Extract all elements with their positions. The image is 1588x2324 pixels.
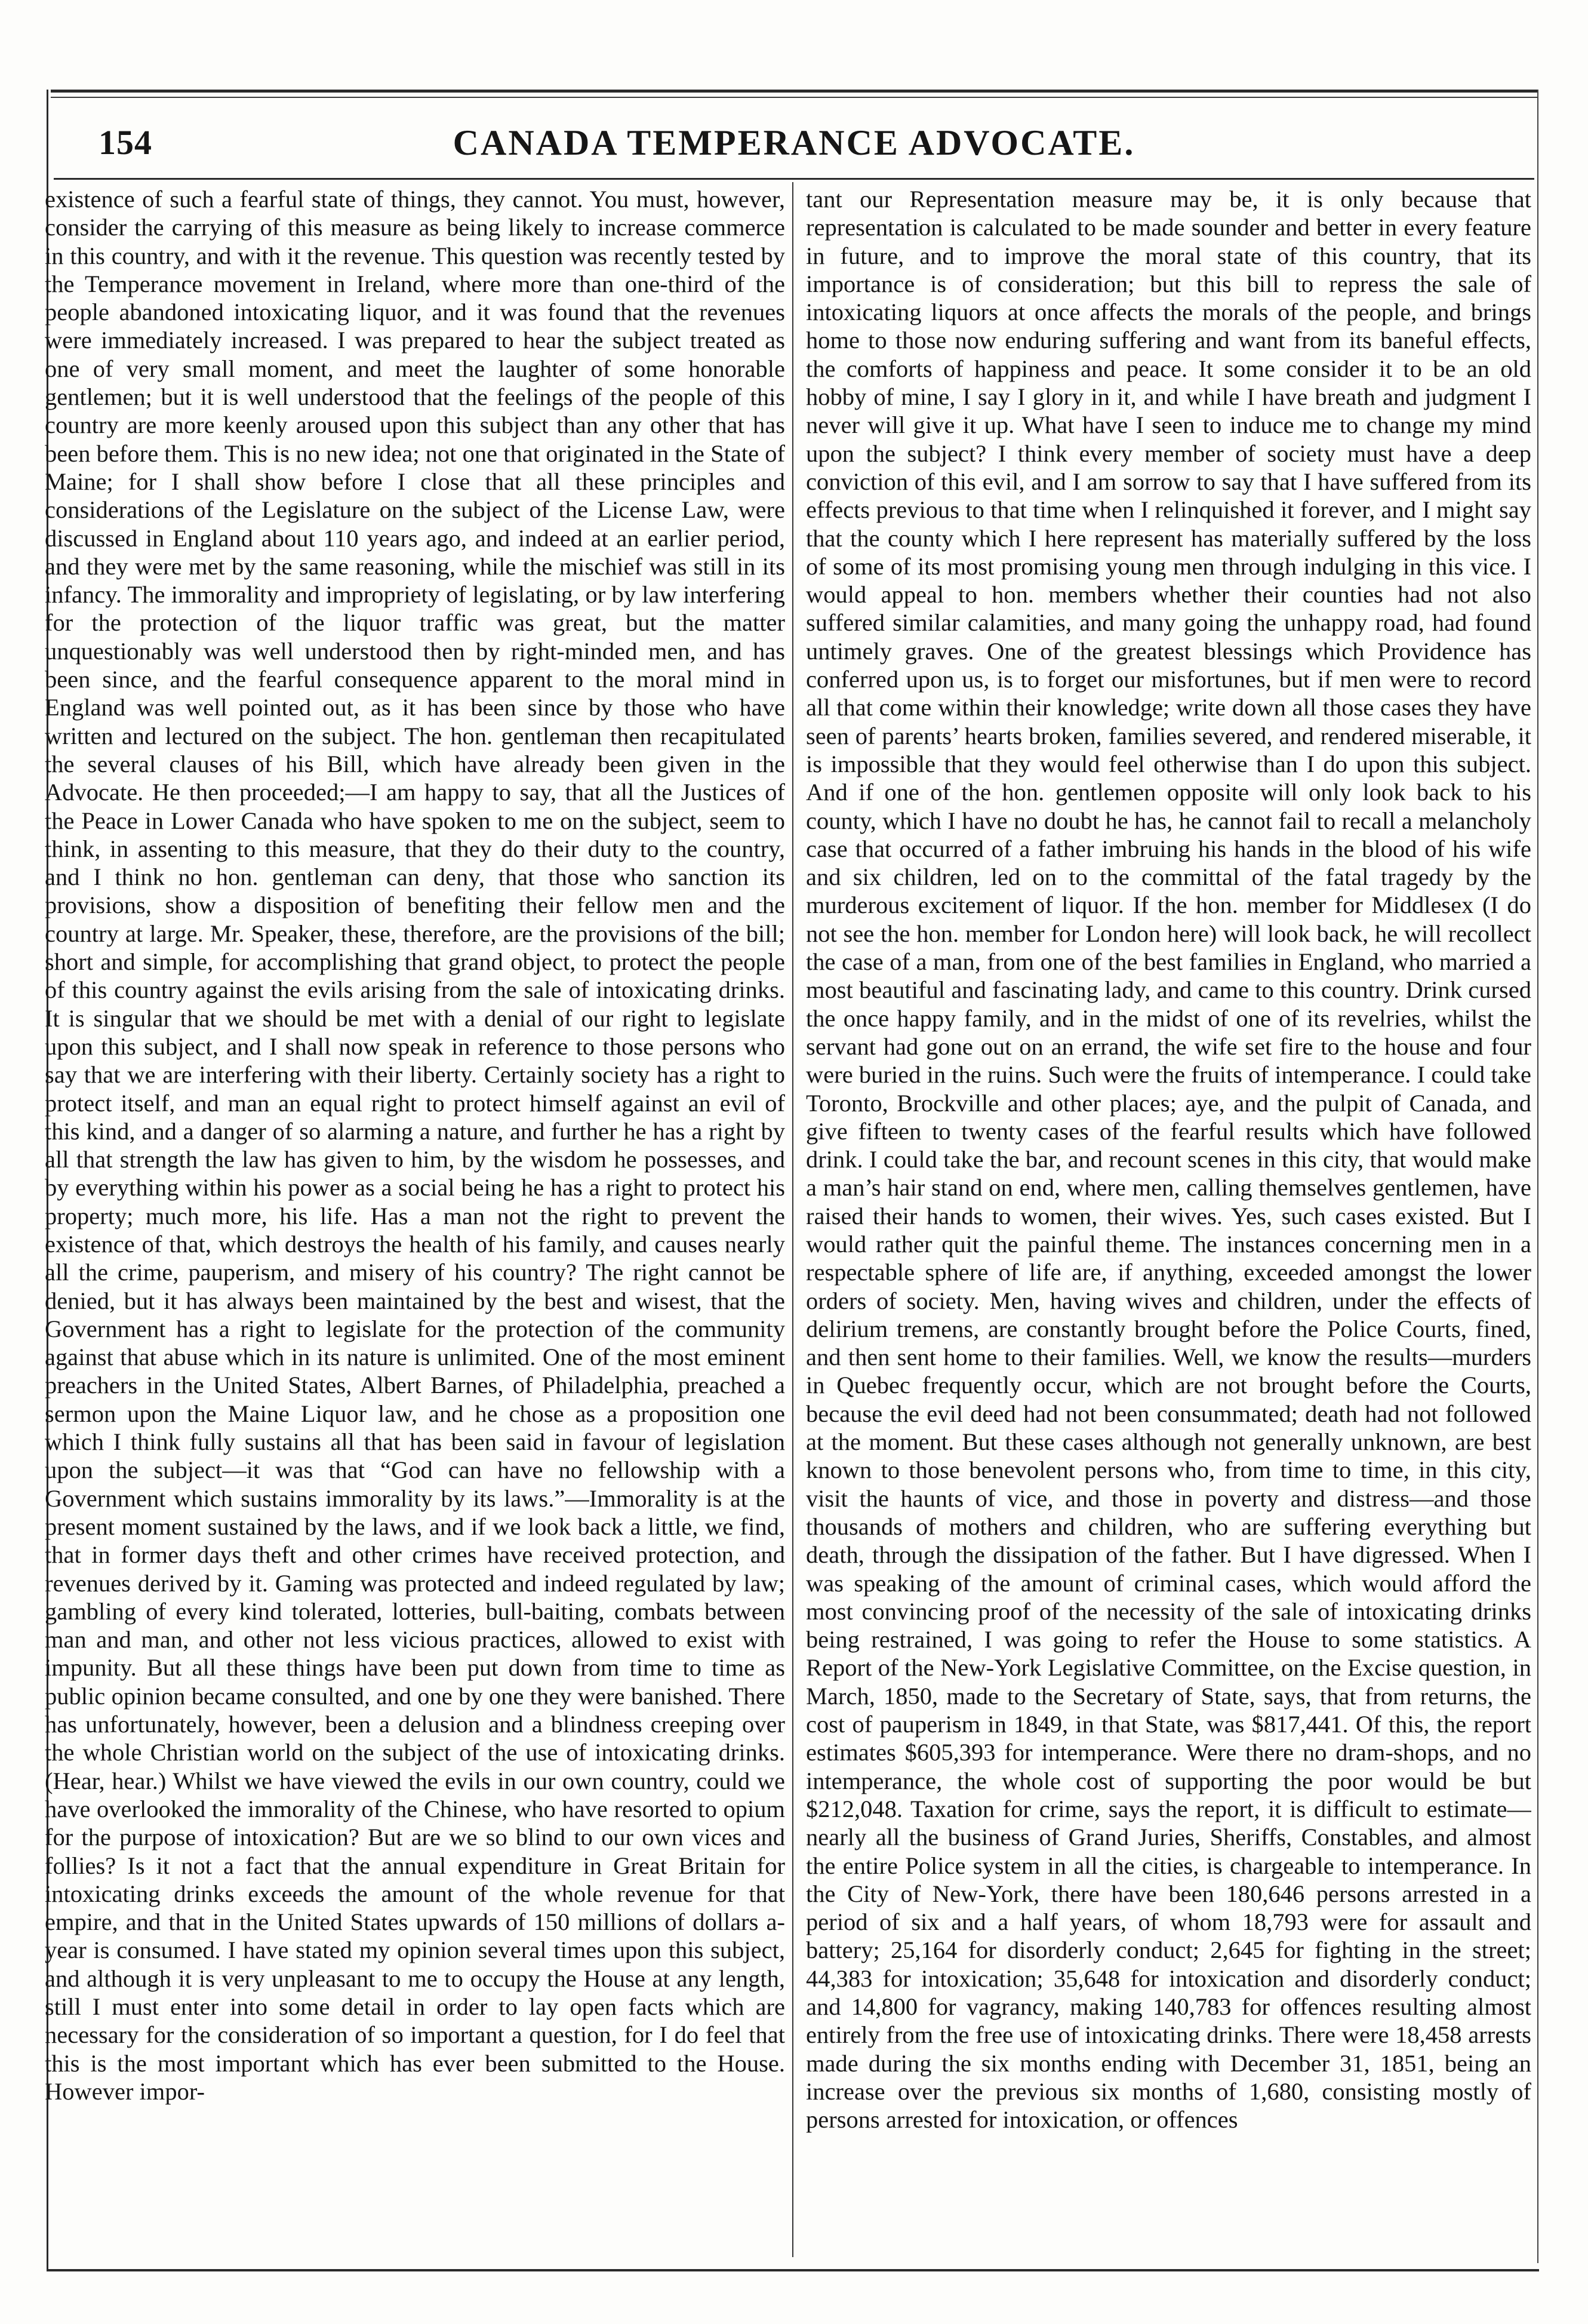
column-divider [792, 182, 793, 2257]
top-border-rule [51, 90, 1537, 93]
right-border-rule [1537, 90, 1538, 2263]
page-header [57, 122, 1531, 176]
top-border-rule-inner [51, 97, 1537, 98]
left-column-text: existence of such a fearful state of things, they cannot. You must, however, consider the carrying of this measure as being likely to increase commerce in this country, and with it the revenue. This question was recently tested by the Temperance movement in Ireland, where more than one-third of the people abandoned intoxicating liquor, and it was found that the revenues were immediately increased. I was prepared to hear the subject treated as one of very small moment, and meet the laughter of some honorable gentlemen; but it is well understood that the feelings of the people of this country are more keenly aroused upon this subject than any other that has been before them. This is no new idea; not one that originated in the State of Maine; for I shall show before I close that all these principles and considerations of the Legislature on the subject of the License Law, were discussed in England about 110 years ago, and indeed at an earlier period, and they were met by the same reasoning, while the mischief was still in its infancy. The immorality and impropriety of legislating, or by law interfering for the protection of the liquor traffic was great, but the matter unquestionably was well understood then by right-minded men, and has been since, and the fearful consequence apparent to the moral mind in England was well pointed out, as it has been since by those who have written and lectured on the subject. The hon. gentleman then recapitulated the several clauses of his Bill, which have already been given in the Advocate. He then proceeded;—I am happy to say, that all the Justices of the Peace in Lower Canada who have spoken to me on the subject, seem to think, in assenting to this measure, that they do their duty to the country, and I think no hon. gentleman can deny, that those who sanction its provisions, show a disposition of benefiting their fellow men and the country at large. Mr. Speaker, these, therefore, are the provisions of the bill; short and simple, for accomplishing that grand object, to protect the people of this country against the evils arising from the sale of intoxicating drinks. It is singular that we should be met with a denial of our right to legislate upon this subject, and I shall now speak in reference to those persons who say that we are interfering with their liberty. Certainly society has a right to protect itself, and man an equal right to protect himself against an evil of this kind, and a danger of so alarming a nature, and further he has a right by all that strength the law has given to him, by the wisdom he possesses, and by everything within his power as a social being he has a right to protect his property; much more, his life. Has a man not the right to prevent the existence of that, which destroys the health of his family, and causes nearly all the crime, pauperism, and misery of his country? The right cannot be denied, but it has always been maintained by the best and wisest, that the Government has a right to legislate for the protection of the community against that abuse which in its nature is unlimited. One of the most eminent preachers in the United States, Albert Barnes, of Philadelphia, preached a sermon upon the Maine Liquor law, and he chose as a proposition one which I think fully sustains all that has been said in favour of legislation upon the subject—it was that “God can have no fellowship with a Government which sustains immorality by its laws.”—Immorality is at the present moment sustained by the laws, and if we look back a little, we find, that in former days theft and other crimes have received protection, and revenues derived by it. Gaming was protected and indeed regulated by law; gambling of every kind tolerated, lotteries, bull-baiting, combats between man and man, and other not less vicious practices, allowed to exist with impunity. But all these things have been put down from time to time as public opinion became consulted, and one by one they were banished. There has unfortunately, however, been a delusion and a blindness creeping over the whole Christian world on the subject of the use of intoxicating drinks. (Hear, hear.) Whilst we have viewed the evils in our own country, could we have overlooked the immorality of the Chinese, who have resorted to opium for the purpose of intoxication? But are we so blind to our own vices and follies? Is it not a fact that the annual expenditure in Great Britain for intoxicating drinks exceeds the amount of the whole revenue for that empire, and that in the United States upwards of 150 millions of dollars a-year is consumed. I have stated my opinion several times upon this subject, and although it is very unpleasant to me to occupy the House at any length, still I must enter into some detail in order to lay open facts which are necessary for the consideration of so important a question, for I do feel that this is the most important which has ever been submitted to the House. However impor- [45, 186, 785, 2105]
page-number: 154 [99, 123, 152, 162]
left-column [45, 185, 785, 2257]
masthead-title: CANADA TEMPERANCE ADVOCATE. [453, 123, 1135, 162]
header-rule [54, 178, 1534, 180]
right-column-text: tant our Representation measure may be, it is only because that representation is calculated to be made sounder and better in every feature in future, and to improve the moral state of this country, that its importance is of consideration; but this bill to repress the sale of intoxicating liquors at once affects the morals of the people, and brings home to those now enduring suffering and want from its baneful effects, the comforts of happiness and peace. It some consider it to be an old hobby of mine, I say I glory in it, and while I have breath and judgment I never will give it up. What have I seen to induce me to change my mind upon the subject? I think every member of society must have a deep conviction of this evil, and I am sorrow to say that I have suffered from its effects previous to that time when I relinquished it forever, and I might say that the county which I here represent has materially suffered by the loss of some of its most promising young men through indulging in this vice. I would appeal to hon. members whether their counties had not also suffered similar calamities, and many going the unhappy road, had found untimely graves. One of the greatest blessings which Providence has conferred upon us, is to forget our misfortunes, but if men were to record all that come within their knowledge; write down all those cases they have seen of parents’ hearts broken, families severed, and rendered miserable, it is impossible that they would feel otherwise than I do upon this subject. And if one of the hon. gentlemen opposite will only look back to his county, which I have no doubt he has, he cannot fail to recall a melancholy case that occurred of a father imbruing his hands in the blood of his wife and six children, led on to the committal of the fatal tragedy by the murderous excitement of liquor. If the hon. member for Middlesex (I do not see the hon. member for London here) will look back, he will recollect the case of a man, from one of the best families in England, who married a most beautiful and fascinating lady, and came to this country. Drink cursed the once happy family, and in the midst of one of its revelries, whilst the servant had gone out on an errand, the wife set fire to the house and four were buried in the ruins. Such were the fruits of intemperance. I could take Toronto, Brockville and other places; aye, and the pulpit of Canada, and give fifteen to twenty cases of the fearful results which have followed drink. I could take the bar, and recount scenes in this city, that would make a man’s hair stand on end, where men, calling themselves gentlemen, have raised their hands to women, their wives. Yes, such cases existed. But I would rather quit the painful theme. The instances concerning men in a respectable sphere of life are, if anything, exceeded amongst the lower orders of society. Men, having wives and children, under the effects of delirium tremens, are constantly brought before the Police Courts, fined, and then sent home to their families. Well, we know the results—murders in Quebec frequently occur, which are not brought before the Courts, because the evil deed had not been consummated; death had not followed at the moment. But these cases although not generally unknown, are best known to those benevolent persons who, from time to time, in this city, visit the haunts of vice, and those in poverty and distress—and those thousands of mothers and children, who are suffering everything but death, through the dissipation of the father. But I have digressed. When I was speaking of the amount of criminal cases, which would afford the most convincing proof of the necessity of the sale of intoxicating drinks being restrained, I was going to refer the House to some statistics. A Report of the New-York Legislative Committee, on the Excise question, in March, 1850, made to the Secretary of State, says, that from returns, the cost of pauperism in 1849, in that State, was $817,441. Of this, the report estimates $605,393 for intemperance. Were there no dram-shops, and no intemperance, the whole cost of supporting the poor would be but $212,048. Taxation for crime, says the report, it is difficult to estimate—nearly all the business of Grand Juries, Sheriffs, Constables, and almost the entire Police system in all the cities, is chargeable to intemperance. In the City of New-York, there have been 180,646 persons arrested in a period of six and a half years, of whom 18,793 were for assault and battery; 25,164 for disorderly conduct; 2,645 for fighting in the street; 44,383 for intoxication; 35,648 for intoxication and disorderly conduct; and 14,800 for vagrancy, making 140,783 for offences resulting almost entirely from the free use of intoxicating drinks. There were 18,458 arrests made during the six months ending with December 31, 1851, being an increase over the previous six months of 1,680, consisting mostly of persons arrested for intoxication, or offences [806, 186, 1531, 2134]
right-column [806, 185, 1531, 2257]
bottom-border-rule [47, 2269, 1539, 2271]
